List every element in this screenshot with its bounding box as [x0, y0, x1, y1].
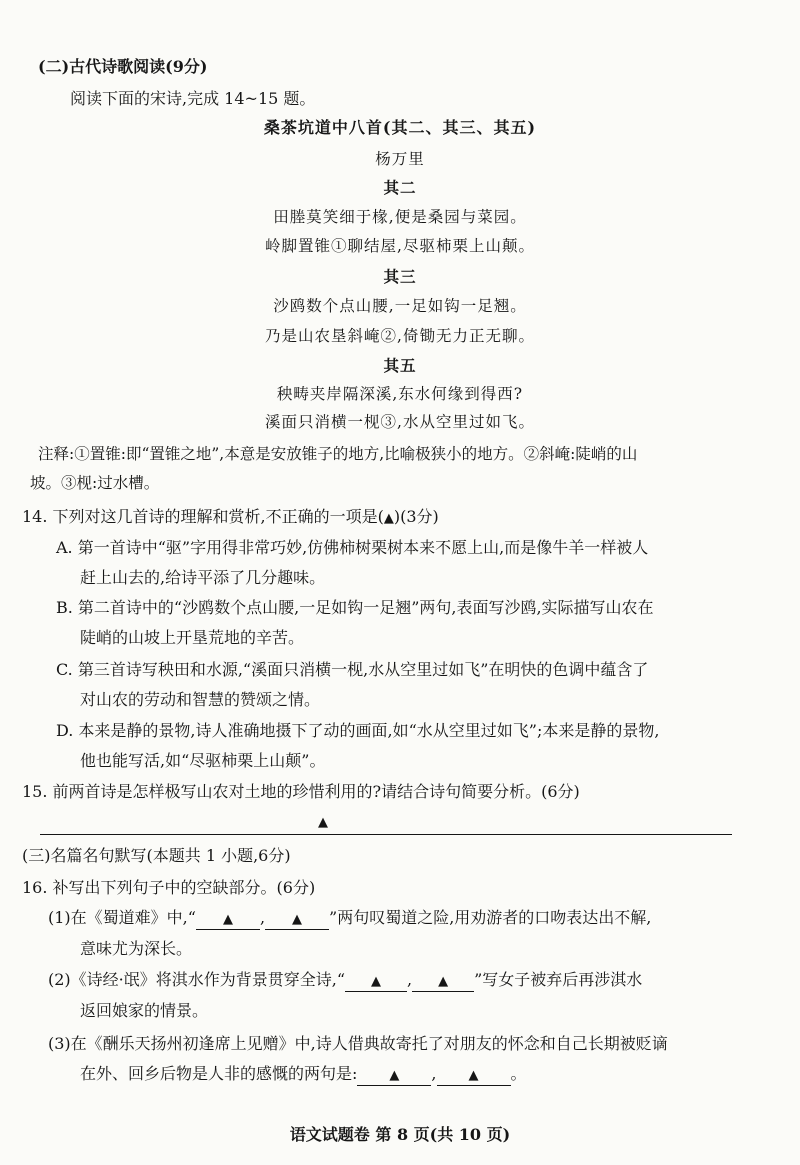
- poem-title: 桑茶坑道中八首(其二、其三、其五): [263, 118, 537, 137]
- answer-line[interactable]: [40, 834, 732, 835]
- poem-line: 沙鸥数个点山腰,一足如钩一足翘。: [273, 297, 527, 315]
- section-heading-dictation: (三)名篇名句默写(本题共 1 小题,6分): [22, 846, 291, 865]
- question-14-score: )(3分): [393, 507, 439, 526]
- question-14-text: 14. 下列对这几首诗的理解和赏析,不正确的一项是(: [22, 507, 384, 526]
- poem-notes: 注释:①置锥:即“置锥之地”,本意是安放锥子的地方,比喻极狭小的地方。②斜崦:陡峭的山: [38, 445, 638, 463]
- question-15-stem: 15. 前两首诗是怎样极写山农对土地的珍惜利用的?请结合诗句简要分析。(6分): [22, 782, 580, 801]
- section-heading-poetry: (二)古代诗歌阅读(9分): [38, 57, 208, 76]
- option-d: D. 本来是静的景物,诗人准确地摄下了动的画面,如“水从空里过如飞”;本来是静的景物,: [56, 721, 660, 740]
- answer-marker-icon: ▲: [383, 511, 394, 526]
- blank-item-3: (3)在《酬乐天扬州初逢席上见赠》中,诗人借典故寄托了对朋友的怀念和自己长期被贬谪: [48, 1034, 668, 1053]
- blank-item-3-cont: 在外、回乡后物是人非的感慨的两句是: ▲ , ▲ 。: [80, 1063, 527, 1086]
- fill-blank[interactable]: [196, 909, 260, 930]
- poem-line: 秧畴夹岸隔深溪,东水何缘到得西?: [276, 385, 524, 403]
- reading-instruction: 阅读下面的宋诗,完成 14~15 题。: [70, 89, 316, 108]
- poem-line: 岭脚置锥①聊结屋,尽驱柿栗上山颠。: [265, 237, 535, 255]
- answer-marker-icon: ▲: [292, 912, 303, 927]
- option-b-cont: 陡峭的山坡上开垦荒地的辛苦。: [80, 628, 305, 647]
- poem-part-title: 其二: [383, 178, 417, 197]
- fill-blank[interactable]: [345, 971, 407, 992]
- option-c-cont: 对山农的劳动和智慧的赞颂之情。: [80, 690, 321, 709]
- answer-marker-icon: ▲: [468, 1068, 479, 1083]
- poem-line: 溪面只消横一枧③,水从空里过如飞。: [265, 413, 535, 431]
- poem-line: 田塍莫笑细于椽,便是桑园与菜园。: [273, 208, 527, 226]
- option-d-cont: 他也能写活,如“尽驱柿栗上山颠”。: [80, 751, 326, 770]
- fill-blank[interactable]: [265, 909, 329, 930]
- poem-author: 杨万里: [375, 150, 425, 168]
- option-c: C. 第三首诗写秧田和水源,“溪面只消横一枧,水从空里过如飞”在明快的色调中蕴含了: [56, 660, 649, 679]
- poem-notes: 坡。③枧:过水槽。: [30, 474, 160, 492]
- answer-marker-icon: ▲: [222, 912, 233, 927]
- fill-blank[interactable]: [437, 1065, 511, 1086]
- answer-marker-icon: ▲: [318, 815, 328, 830]
- fill-blank[interactable]: [357, 1065, 431, 1086]
- poem-line: 乃是山农垦斜崦②,倚锄无力正无聊。: [265, 327, 535, 345]
- option-b: B. 第二首诗中的“沙鸥数个点山腰,一足如钩一足翘”两句,表面写沙鸥,实际描写山农在: [56, 598, 654, 617]
- question-14-stem: [22, 506, 439, 530]
- answer-marker-icon: ▲: [389, 1068, 400, 1083]
- poem-part-title: 其五: [383, 356, 417, 375]
- page-footer: 语文试题卷 第 8 页(共 10 页): [289, 1125, 511, 1144]
- fill-blank[interactable]: [412, 971, 474, 992]
- poem-part-title: 其三: [383, 267, 417, 286]
- blank-item-1: (1)在《蜀道难》中,“ ▲ , ▲ ”两句叹蜀道之险,用劝游者的口吻表达出不解,: [48, 907, 651, 930]
- answer-marker-icon: ▲: [438, 974, 449, 989]
- blank-item-1-cont: 意味尤为深长。: [80, 939, 193, 958]
- answer-marker-icon: ▲: [371, 974, 382, 989]
- question-16-stem: 16. 补写出下列句子中的空缺部分。(6分): [22, 878, 316, 897]
- option-a-cont: 赶上山去的,给诗平添了几分趣味。: [80, 568, 326, 587]
- blank-item-2-cont: 返回娘家的情景。: [80, 1001, 209, 1020]
- blank-item-2: (2)《诗经·氓》将淇水作为背景贯穿全诗,“ ▲ , ▲ ”写女子被弃后再涉淇水: [48, 969, 642, 992]
- option-a: A. 第一首诗中“驱”字用得非常巧妙,仿佛柿树栗树本来不愿上山,而是像牛羊一样被人: [56, 538, 649, 557]
